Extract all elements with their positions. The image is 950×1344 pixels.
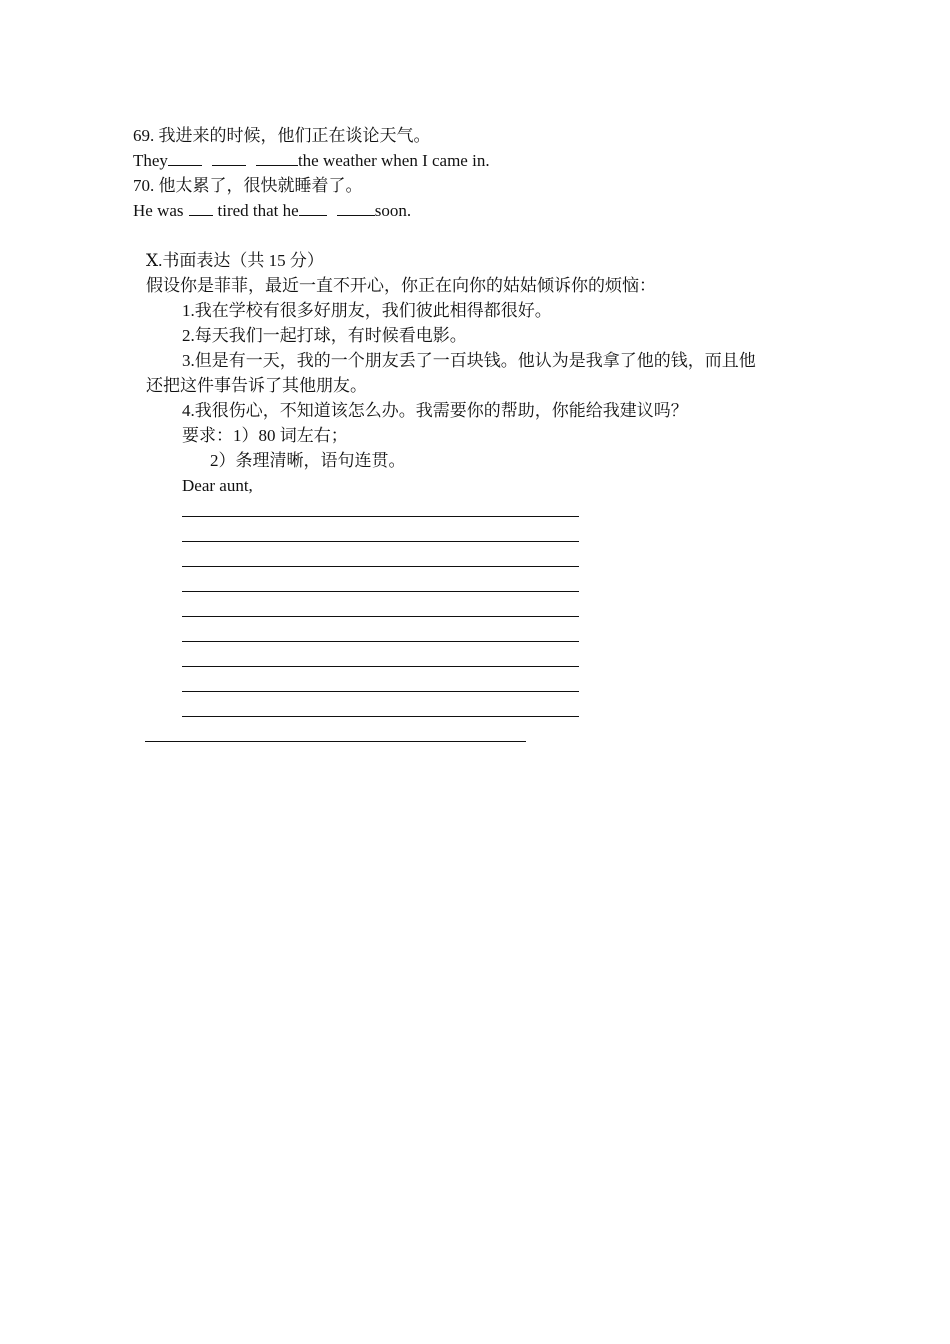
writing-line[interactable] <box>182 541 579 542</box>
writing-intro: 假设你是菲菲，最近一直不开心，你正在向你的姑姑倾诉你的烦恼： <box>146 276 656 295</box>
question-70-middle: tired that he <box>217 201 299 220</box>
question-69-sentence <box>133 150 490 172</box>
writing-point-1: 1.我在学校有很多好朋友，我们彼此相得都很好。 <box>182 301 552 320</box>
writing-line[interactable] <box>182 666 579 667</box>
requirements-2: 2）条理清晰，语句连贯。 <box>210 451 406 470</box>
writing-line[interactable] <box>182 591 579 592</box>
question-70-sentence <box>133 200 411 222</box>
writing-line[interactable] <box>182 691 579 692</box>
writing-point-3-cont: 还把这件事告诉了其他朋友。 <box>146 376 367 395</box>
question-69-prompt: 69. 我进来的时候，他们正在谈论天气。 <box>133 126 431 145</box>
question-70-word: He was <box>133 201 184 220</box>
question-69-rest: the weather when I came in. <box>297 151 490 170</box>
question-70-rest: soon. <box>374 201 412 220</box>
question-70-prompt: 70. 他太累了，很快就睡着了。 <box>133 176 363 195</box>
question-69-word: They <box>133 151 168 170</box>
answer-blank[interactable] <box>168 151 202 166</box>
writing-line[interactable] <box>182 641 579 642</box>
writing-line[interactable] <box>182 616 579 617</box>
section-heading: Ⅹ.书面表达（共 15 分） <box>146 251 324 270</box>
answer-blank[interactable] <box>256 151 298 166</box>
writing-line[interactable] <box>182 516 579 517</box>
answer-blank[interactable] <box>299 201 327 216</box>
writing-line[interactable] <box>182 716 579 717</box>
answer-blank[interactable] <box>189 201 213 216</box>
requirements-label: 要求：1）80 词左右； <box>182 426 348 445</box>
writing-point-4: 4.我很伤心，不知道该怎么办。我需要你的帮助，你能给我建议吗？ <box>182 401 688 420</box>
writing-point-2: 2.每天我们一起打球，有时候看电影。 <box>182 326 467 345</box>
answer-blank[interactable] <box>337 201 375 216</box>
writing-line[interactable] <box>145 741 526 742</box>
letter-salutation: Dear aunt, <box>182 476 253 495</box>
answer-blank[interactable] <box>212 151 246 166</box>
writing-line[interactable] <box>182 566 579 567</box>
writing-point-3: 3.但是有一天，我的一个朋友丢了一百块钱。他认为是我拿了他的钱，而且他 <box>182 351 756 370</box>
